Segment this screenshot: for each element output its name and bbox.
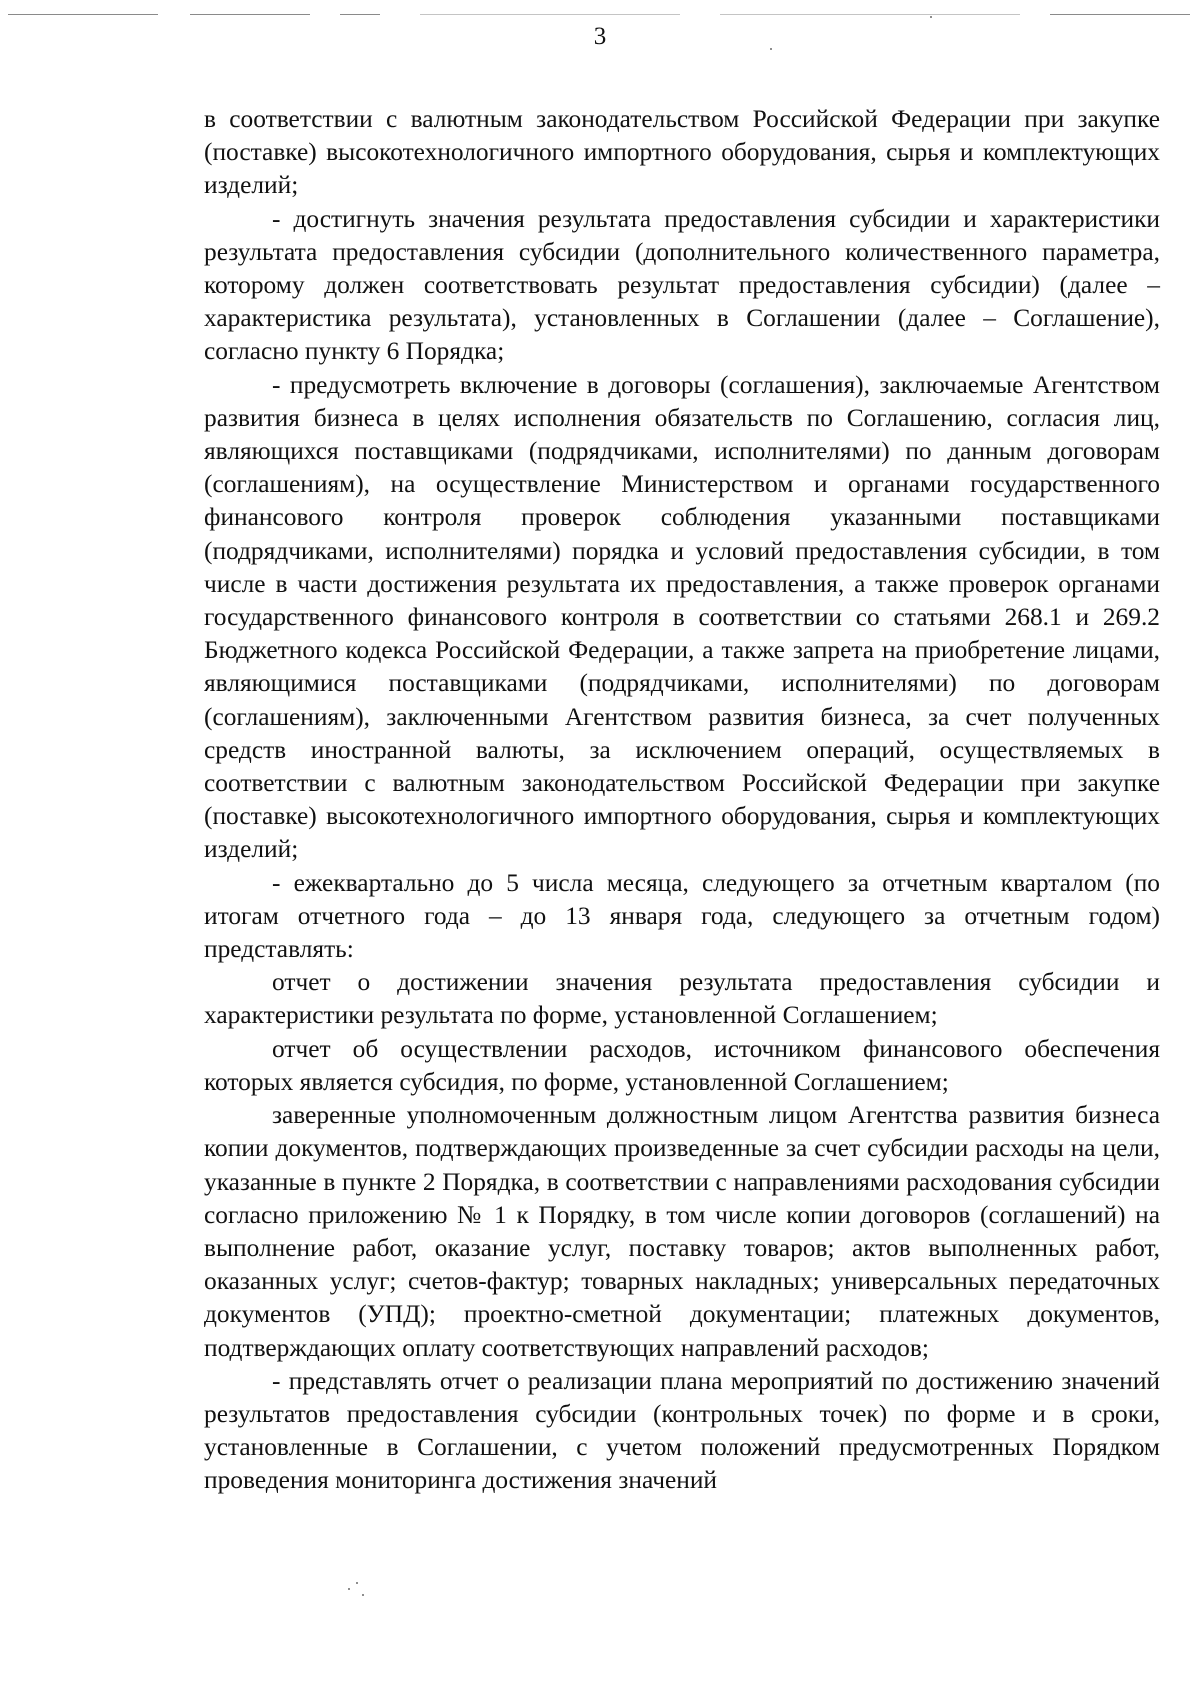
scan-speck bbox=[362, 1594, 364, 1596]
paragraph-5: отчет о достижении значения результата предоставления субсидии и характеристики результата по форме, установленной Соглашением; bbox=[204, 968, 1160, 1030]
scan-speck bbox=[770, 48, 772, 50]
paragraph-7: заверенные уполномоченным должностным лицом Агентства развития бизнеса копии документов, подтверждающих произведенные за счет субсидии расходы на цели, указанные в пункте 2 Порядка, в соответствии с направлениями расходования субсидии согласно приложению № 1 к Порядку, в том числе копии договоров (соглашений) на выполнение работ, оказание услуг, поставку товаров; актов выполненных работ, оказанных услуг; счетов-фактур; товарных накладных; универсальных передаточных документов (УПД); проектно-сметной документации; платежных документов, подтверждающих оплату соответствующих направлений расходов; bbox=[204, 1101, 1160, 1362]
document-body bbox=[204, 103, 1160, 1498]
scan-speck bbox=[356, 1582, 358, 1584]
paragraph-8: - представлять отчет о реализации плана мероприятий по достижению значений результатов предоставления субсидии (контрольных точек) по форме и в сроки, установленные в Соглашении, с учетом положений предусмотренных Порядком проведения мониторинга достижения значений bbox=[204, 1366, 1160, 1495]
scan-speck bbox=[348, 1588, 350, 1590]
paragraph-2: - достигнуть значения результата предоставления субсидии и характеристики результата предоставления субсидии (дополнительного количественного параметра, которому должен соответствовать результат предоставления субсидии) (далее – характеристика результата), установленных в Соглашении (далее – Соглашение), согласно пункту 6 Порядка; bbox=[204, 204, 1160, 366]
scan-edge-artifact bbox=[0, 14, 1200, 18]
page-number: 3 bbox=[593, 23, 607, 50]
scan-speck bbox=[930, 16, 932, 18]
paragraph-6: отчет об осуществлении расходов, источником финансового обеспечения которых является субсидия, по форме, установленной Соглашением; bbox=[204, 1034, 1160, 1096]
paragraph-1: в соответствии с валютным законодательством Российской Федерации при закупке (поставке) высокотехнологичного импортного оборудования, сырья и комплектующих изделий; bbox=[204, 105, 1160, 200]
paragraph-3: - предусмотреть включение в договоры (соглашения), заключаемые Агентством развития бизнеса в целях исполнения обязательств по Соглашению, согласия лиц, являющихся поставщиками (подрядчиками, исполнителями) по данным договорам (соглашениям), на осуществление Министерством и органами государственного финансового контроля проверок соблюдения указанными поставщиками (подрядчиками, исполнителями) порядка и условий предоставления субсидии, в том числе в части достижения результата их предоставления, а также проверок органами государственного финансового контроля в соответствии со статьями 268.1 и 269.2 Бюджетного кодекса Российской Федерации, а также запрета на приобретение лицами, являющимися поставщиками (подрядчиками, исполнителями) по договорам (соглашениям), заключенными Агентством развития бизнеса, за счет полученных средств иностранной валюты, за исключением операций, осуществляемых в соответствии с валютным законодательством Российской Федерации при закупке (поставке) высокотехнологичного импортного оборудования, сырья и комплектующих изделий; bbox=[204, 370, 1160, 864]
paragraph-4: - ежеквартально до 5 числа месяца, следующего за отчетным кварталом (по итогам отчетного года – до 13 января года, следующего за отчетным годом) представлять: bbox=[204, 868, 1160, 964]
